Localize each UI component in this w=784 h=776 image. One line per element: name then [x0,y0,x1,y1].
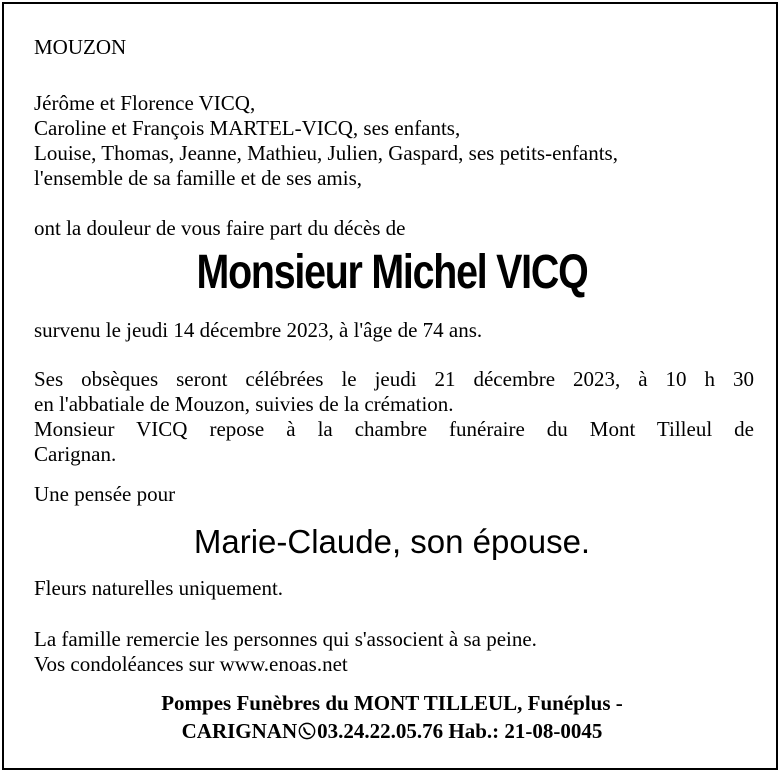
funeral-home-city: CARIGNAN [181,719,298,743]
deceased-name: Monsieur Michel VICQ [196,246,588,299]
funeral-home-line: Pompes Funèbres du MONT TILLEUL, Funéplus - [161,691,623,715]
family-line: Caroline et François MARTEL-VICQ, ses enfants, [34,116,461,140]
thanks-line: La famille remercie les personnes qui s'associent à sa peine. [34,627,537,651]
funeral-details-line: Ses obsèques seront célébrées le jeudi 21 décembre 2023, à 10 h 30 [34,367,754,391]
funeral-details-line: en l'abbatiale de Mouzon, suivies de la crémation. [34,392,454,416]
phone-and-license: 03.24.22.05.76 Hab.: 21-08-0045 [317,719,603,743]
death-info: survenu le jeudi 14 décembre 2023, à l'âge de 74 ans. [34,318,483,342]
obituary-notice [2,2,778,770]
town-heading: MOUZON [34,35,127,59]
funeral-details-line: Carignan. [34,442,117,466]
family-line: Louise, Thomas, Jeanne, Mathieu, Julien, Gaspard, ses petits-enfants, [34,141,618,165]
phone-icon [298,722,316,740]
spouse-name: Marie-Claude, son épouse. [193,523,591,560]
funeral-details-line: Monsieur VICQ repose à la chambre funéraire du Mont Tilleul de [34,417,754,441]
flowers-note: Fleurs naturelles uniquement. [34,576,284,600]
condolences-line: Vos condoléances sur www.enoas.net [34,652,348,676]
family-line: l'ensemble de sa famille et de ses amis, [34,166,363,190]
family-line: Jérôme et Florence VICQ, [34,91,256,115]
funeral-home-contact [4,717,780,745]
announcement-intro: ont la douleur de vous faire part du décès de [34,216,406,240]
thought-intro: Une pensée pour [34,482,176,506]
